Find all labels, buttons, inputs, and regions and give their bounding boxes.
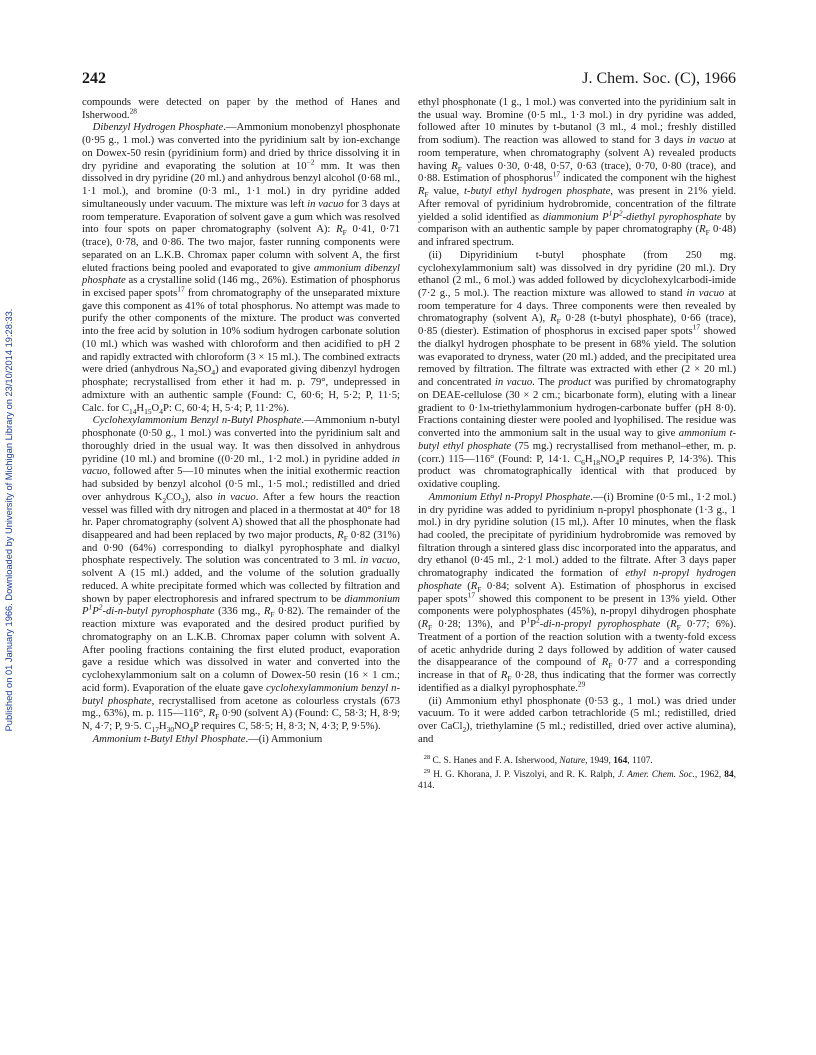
download-watermark-text: Published on 01 January 1966. Downloaded by University of Michigan Library on 23/10/2014 19:28:33. <box>4 308 14 732</box>
paragraph: ethyl phosphonate (1 g., 1 mol.) was converted into the pyridinium salt in the usual way. Bromine (0·5 ml., 1·3 mol.) in dry pyridine was added, followed after 10 minutes by t-butanol (3 ml., 4 mol.; freshly distilled from sodium). The reaction was allowed to stand for 3 days in vacuo at room temperature, when chromatography (solvent A) revealed products having $R_F$ values 0·30, 0·48, 0·57, 0·63 (trace), 0·70, 0·80 (trace), and 0·88. Estimation of phosphorus$^{17}$ indicated the component wih the highest $R_F$ value, t-butyl ethyl hydrogen phosphate, was present in 21% yield. After removal of pyridinium hydrobromide, concentration of the filtrate yielded a solid identified as diammonium $P^1P^2$-diethyl pyrophosphate by comparison with an authentic sample by paper chromatography ($R_F$ 0·48) and infrared spectrum. <box>418 97 737 249</box>
paragraph: Cyclohexylammonium Benzyl n-Butyl Phosphate.—Ammonium n-butyl phosphonate (0·50 g., 1 mol.) was converted into the pyridinium salt and thoroughly dried in the usual way. It was then dissolved in anhydrous pyridine (10 ml.) and bromine ((0·20 ml., 1·2 mol.) in pyridine added in vacuo, followed after 5—10 minutes when the initial exothermic reaction had subsided by benzyl alcohol (0·5 ml., 1·5 mol.; redistilled and dried over anhydrous $K_2CO_3$), also in vacuo. After a few hours the reaction vessel was filled with dry nitrogen and placed in a thermostat at 40° for 18 hr. Paper chromatography (solvent A) showed that all the phosphonate had disappeared and had been replaced by two major products, $R_F$ 0·82 (31%) and 0·90 (64%) corresponding to dialkyl pyrophosphate and dialkyl phosphate respectively. The solution was concentrated to 3 ml. in vacuo, solvent A (15 ml.) added, and the volume of the solution gradually reduced. A white precipitate formed which was collected by filtration and shown by paper electrophoresis and infrared spectrum to be diammonium $P^1P^2-di-n$-butyl pyrophosphate (336 mg., $R_F$ 0·82). The remainder of the reaction mixture was evaporated and the desired product purified by chromatography on an L.K.B. Chromax paper column with solvent A. After pooling fractions containing the first eluted product, evaporation gave a residue which was dissolved in water and converted into the cyclohexylammonium salt on a column of Dowex-50 resin (16 × 1 cm.; acid form). Evaporation of the eluate gave cyclohexylammonium benzyl n-butyl phosphate, recrystallised from acetone as colourless crystals (673 mg., 63%), m. p. 115—116°, $R_F$ 0·90 (solvent A) (Found: C, 58·3; H, 8·9; N, 4·7; P, 9·5. $C_{17}H_{30}NO_4P$ requires C, 58·5; H, 8·3; N, 4·3; P, 9·5%). <box>82 415 401 735</box>
paragraph: Ammonium t-Butyl Ethyl Phosphate.—(i) Ammonium <box>92 733 323 745</box>
paragraph: (ii) Ammonium ethyl phosphonate (0·53 g., 1 mol.) was dried under vacuum. To it were added carbon tetrachloride (5 ml.; redistilled, dried over CaCl$_2$), triethylamine (5 ml.; redistilled, dried over active alumina), and <box>418 695 736 745</box>
journal-citation: J. Chem. Soc. (C), 1966 <box>582 70 736 87</box>
paragraph: (ii) Dipyridinium t-butyl phosphate (from 250 mg. cyclohexylammonium salt) was dissolved in dry pyridine (20 ml.). Dry ethanol (2 ml., 6 mol.) was added followed by dicyclohexylcarbodi-imide (7·2 g., 5 mol.). The reaction mixture was allowed to stand in vacuo at room temperature for 4 days. Three components were then revealed by chromatography (solvent A), $R_F$ 0·28 (t-butyl phosphate), 0·66 (trace), 0·85 (diester). Estimation of phosphorus in excised paper spots$^{17}$ showed the dialkyl hydrogen phosphate to be present in 68% yield. The solution was evaporated to dryness, water (20 ml.) added, and the precipitated urea removed by filtration. The filtrate was extracted with ether (2 × 20 ml.) and concentrated in vacuo. The product was purified by chromatography on DEAE-cellulose (30 × 2 cm.; bicarbonate form), eluting with a linear gradient to 0·1m-triethylammonium hydrogen-carbonate buffer (pH 8·0). Fractions containing diester were pooled and lyophilised. The residue was converted into the ammonium salt in the usual way to give ammonium t-butyl ethyl phosphate (75 mg.) recrystallised from methanol–ether, m. p. (corr.) 115—116° (Found: P, 14·1. $C_6H_{18}NO_4P$ requires P, 14·3%). This product was chromatographically identical with that produced by oxidative coupling. <box>418 249 737 491</box>
paragraph: Dibenzyl Hydrogen Phosphate.—Ammonium monobenzyl phosphonate (0·95 g., 1 mol.) was converted into the pyridinium salt by ion-exchange on Dowex-50 resin (pyridinium form) and dried by thrice dissolving it in dry pyridine and evaporating the solution at $10^{-2}$ mm. It was then dissolved in dry pyridine (20 ml.) and anhydrous benzyl alcohol (0·68 ml., 1·1 mol.), and bromine (0·3 ml., 1·1 mol.) in dry pyridine added simultaneously under vacuum. The mixture was left in vacuo for 3 days at room temperature. Evaporation of solvent gave a gum which was resolved into four spots on paper chromatography (solvent A): $R_F$ 0·41, 0·71 (trace), 0·78, and 0·86. The two major, faster running components were separated on an L.K.B. Chromax paper column with solvent A, the first eluted fractions being pooled and evaporated to give ammonium dibenzyl phosphate as a crystalline solid (146 mg., 26%). Estimation of phosphorus in excised paper spots$^{17}$ from chromatography of the unseparated mixture gave this component as 41% of total phosphorus. No attempt was made to purify the other components of the mixture. The product was converted into the free acid by solution in 10% sodium hydrogen carbonate solution (10 ml.) which was washed with chloroform and then acidified to pH 2 and rapidly extracted with chloroform (3 × 15 ml.). The combined extracts were dried (anhydrous $Na_2SO_4$) and evaporated giving dibenzyl hydrogen phosphate; recrystallised from ether it had m. p. 79°, undepressed in admixture with an authentic sample (Found: C, 60·6; H, 5·2; P, 11·5; Calc. for $C_{14}H_{15}O_4P$: C, 60·4; H, 5·4; P, 11·2%). <box>82 122 401 416</box>
paragraph: Ammonium Ethyl n-Propyl Phosphate.—(i) Bromine (0·5 ml., 1·2 mol.) in dry pyridine was added to pyridinium n-propyl phosphonate (1·3 g., 1 mol.) in dry pyridine solution (15 ml,). After 10 minutes, when the flask had cooled, the precipitate of pyridinium hydrobromide was removed by filtration through a sintered glass disc incorporated into the apparatus, and dry ethanol (0·45 ml., 2·1 mol.) added to the filtrate. After 3 days paper chromatography indicated the formation of ethyl n-propyl hydrogen phosphate ($R_F$ 0·84; solvent A). Estimation of phosphorus in excised paper spots$^{17}$ showed this component to be present in 13% yield. Other components were polyphosphates (45%), n-propyl dihydrogen phosphate ($R_F$ 0·28; 13%), and $P^1P^2-di-n$-propyl pyrophosphate ($R_F$ 0·77; 6%). Treatment of a portion of the reaction solution with a twenty-fold excess of acetic anhydride during 2 days followed by addition of water caused the disappearance of the compound of $R_F$ 0·77 and a corresponding increase in that of $R_F$ 0·28, thus indicating that the former was correctly identified as a dialkyl pyrophosphate.$^{29}$ <box>418 491 737 694</box>
footnote: $^{28}$ C. S. Hanes and F. A. Isherwood, Nature, 1949, 164, 1107. <box>423 754 653 767</box>
download-watermark <box>2 150 16 890</box>
page-header <box>82 70 736 92</box>
left-column <box>82 97 400 746</box>
page-number: 242 <box>82 70 106 87</box>
footnote: $^{29}$ H. G. Khorana, J. P. Viszolyi, and R. K. Ralph, J. Amer. Chem. Soc., 1962, 84, 414. <box>418 767 736 792</box>
right-column <box>418 97 736 793</box>
paragraph: compounds were detected on paper by the method of Hanes and Isherwood.$^{28}$ <box>82 97 400 121</box>
